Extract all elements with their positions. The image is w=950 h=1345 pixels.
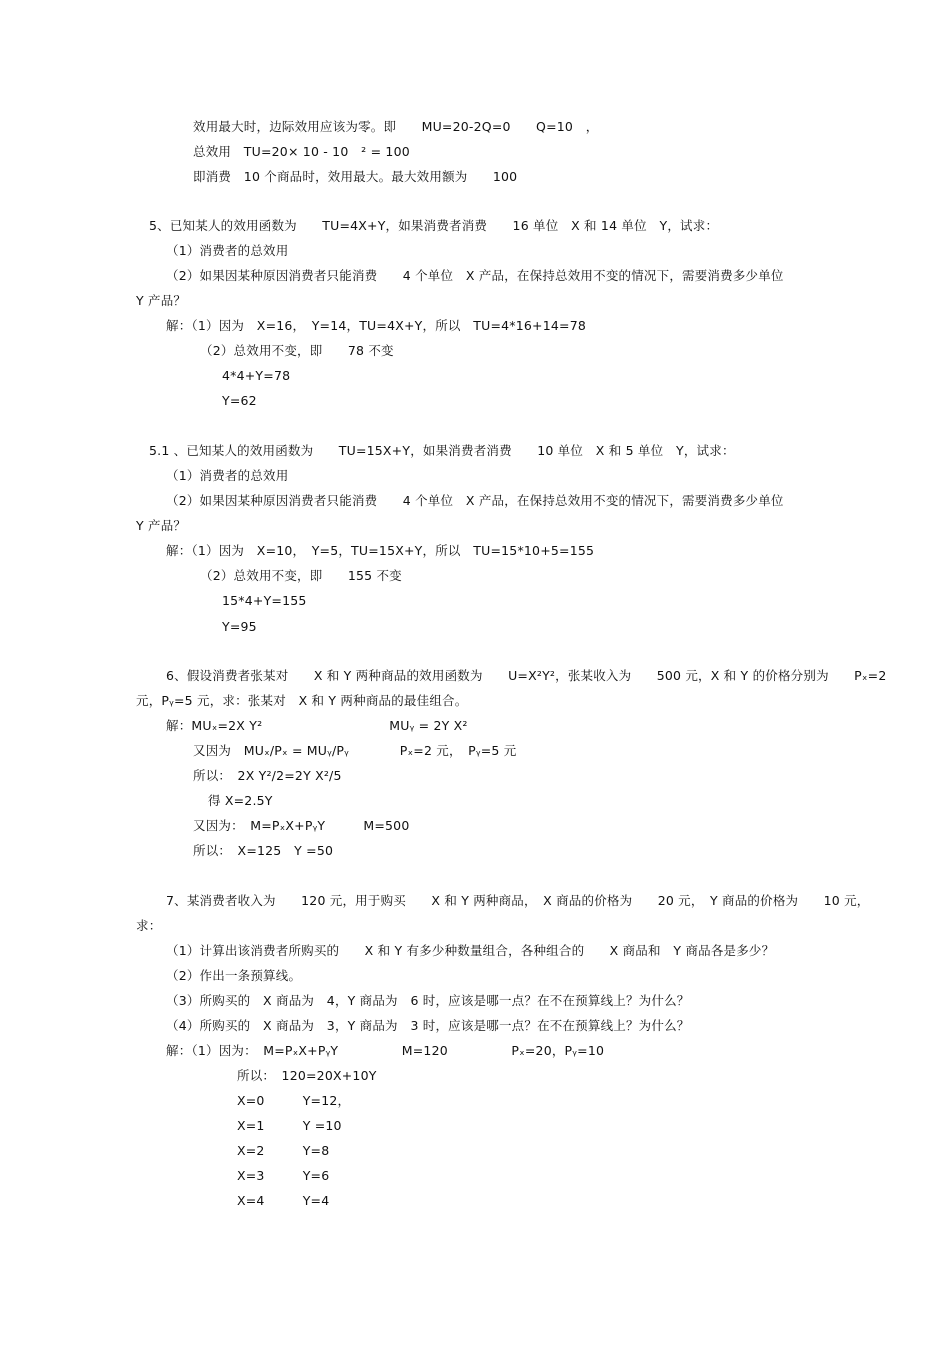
solution-line: X=0 Y=12， (237, 1093, 351, 1108)
solution-line: 解：（1）因为 X=16， Y=14，TU=4X+Y，所以 TU=4*16+14=78 (166, 318, 587, 333)
text-line: （1）消费者的总效用 (166, 243, 289, 258)
text-line: （1）消费者的总效用 (166, 468, 289, 483)
solution-line: X=2 Y=8 (237, 1143, 330, 1158)
text-line: 即消费 10 个商品时，效用最大。最大效用额为 100 (193, 169, 518, 184)
text-line: （2）如果因某种原因消费者只能消费 4 个单位 X 产品，在保持总效用不变的情况下，需要消费多少单位 (166, 268, 784, 283)
text-line: （3）所购买的 X 商品为 4，Y 商品为 6 时，应该是哪一点？在不在预算线上？为什么？ (166, 993, 690, 1008)
text-line: （1）计算出该消费者所购买的 X 和 Y 有多少种数量组合，各种组合的 X 商品和 Y 商品各是多少？ (166, 943, 775, 958)
solution-line: 解：（1）因为： M=PₓX+PᵧY M=120 Pₓ=20，Pᵧ=10 (166, 1043, 605, 1058)
solution-line: Y=95 (222, 619, 257, 634)
question-5-heading: 5、已知某人的效用函数为 TU=4X+Y，如果消费者消费 16 单位 X 和 14 单位 Y，试求： (149, 218, 719, 233)
solution-line: （2）总效用不变，即 78 不变 (200, 343, 394, 358)
solution-line: 解：MUₓ=2X Y² MUᵧ = 2Y X² (166, 718, 468, 733)
text-line: （4）所购买的 X 商品为 3，Y 商品为 3 时，应该是哪一点？在不在预算线上？为什么？ (166, 1018, 690, 1033)
question-7-heading: 7、某消费者收入为 120 元，用于购买 X 和 Y 两种商品， X 商品的价格为 20 元， Y 商品的价格为 10 元， (166, 893, 870, 908)
question-5-1-heading: 5.1 、已知某人的效用函数为 TU=15X+Y，如果消费者消费 10 单位 X 和 5 单位 Y，试求： (149, 443, 735, 458)
solution-line: （2）总效用不变，即 155 不变 (200, 568, 402, 583)
solution-line: 4*4+Y=78 (222, 368, 291, 383)
text-line: Y 产品？ (136, 293, 187, 308)
solution-line: X=1 Y =10 (237, 1118, 342, 1133)
text-line: 求： (136, 918, 162, 933)
solution-line: X=3 Y=6 (237, 1168, 330, 1183)
text-line: 元，Pᵧ=5 元，求：张某对 X 和 Y 两种商品的最佳组合。 (136, 693, 468, 708)
text-line: （2）作出一条预算线。 (166, 968, 302, 983)
solution-line: 又因为： M=PₓX+PᵧY M=500 (193, 818, 410, 833)
text-line: 效用最大时，边际效用应该为零。即 MU=20-2Q=0 Q=10 ， (193, 119, 599, 134)
question-6-heading: 6、假设消费者张某对 X 和 Y 两种商品的效用函数为 U=X²Y²，张某收入为 500 元，X 和 Y 的价格分别为 Pₓ=2 (166, 668, 887, 683)
text-line: （2）如果因某种原因消费者只能消费 4 个单位 X 产品，在保持总效用不变的情况下，需要消费多少单位 (166, 493, 784, 508)
text-line: 总效用 TU=20× 10 - 10 ² = 100 (193, 144, 410, 159)
solution-line: Y=62 (222, 393, 257, 408)
solution-line: 所以： 2X Y²/2=2Y X²/5 (193, 768, 342, 783)
solution-line: 解：（1）因为 X=10， Y=5，TU=15X+Y，所以 TU=15*10+5=155 (166, 543, 595, 558)
solution-line: 得 X=2.5Y (208, 793, 273, 808)
solution-line: 所以： 120=20X+10Y (237, 1068, 377, 1083)
solution-line: 15*4+Y=155 (222, 593, 307, 608)
solution-line: 所以： X=125 Y =50 (193, 843, 334, 858)
solution-line: 又因为 MUₓ/Pₓ = MUᵧ/Pᵧ Pₓ=2 元， Pᵧ=5 元 (193, 743, 517, 758)
solution-line: X=4 Y=4 (237, 1193, 330, 1208)
text-line: Y 产品？ (136, 518, 187, 533)
